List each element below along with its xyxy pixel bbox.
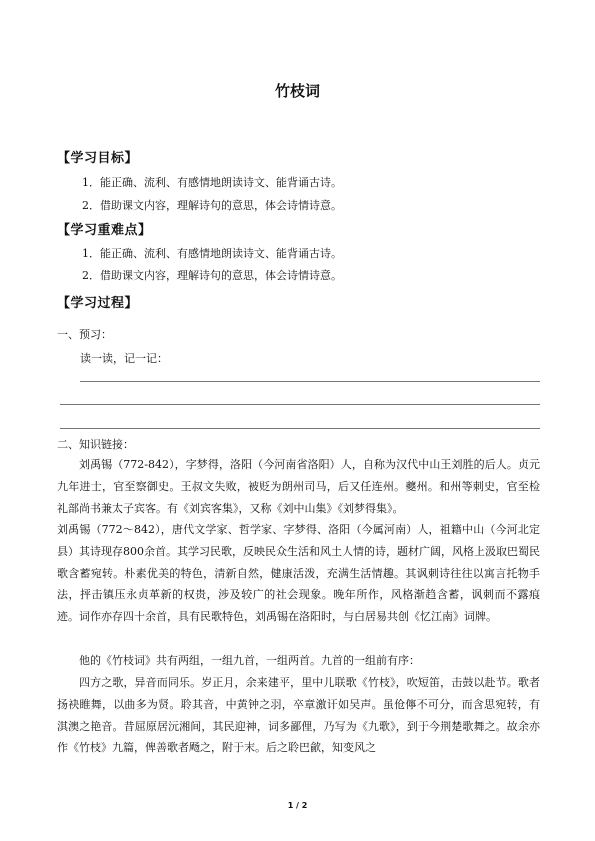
answer-line-1 (80, 381, 540, 382)
section-heading-goals: 【学习目标】 (57, 151, 139, 166)
preview-instruction: 读一读，记一记： (80, 352, 168, 365)
section-heading-process: 【学习过程】 (57, 296, 139, 311)
preview-heading: 一、预习： (57, 328, 112, 341)
key-point-item-2: 2．借助课文内容，理解诗句的意思，体会诗情诗意。 (82, 269, 342, 282)
goal-item-1: 1．能正确、流利、有感情地朗读诗文、能背诵古诗。 (82, 176, 342, 189)
paragraph-author-works: 刘禹锡（772～842），唐代文学家、哲学家、字梦得、洛阳（今属河南）人，祖籍中山（今河北定县）其诗现存800余首。其学习民歌，反映民众生活和风土人情的诗，题材广阔，风格上汲取巴蜀民歌含蓄宛转。朴素优美的特色，清新自然，健康活泼，充满生活情趣。其讽刺诗往往以寓言托物手法，抨击镇压永贞革新的权贵，涉及较广的社会现象。晚年所作，风格渐趋含蓄，讽刺而不露痕迹。词作亦存四十余首，具有民歌特色，刘禹锡在洛阳时，与白居易共创《忆江南》词牌。 (57, 523, 540, 624)
answer-line-3 (60, 428, 540, 429)
key-point-item-1: 1．能正确、流利、有感情地朗读诗文、能背诵古诗。 (82, 247, 342, 260)
answer-line-2 (60, 404, 540, 405)
paragraph-author-bio: 刘禹锡（772-842），字梦得，洛阳（今河南省洛阳）人，自称为汉代中山王刘胜的后人。贞元九年进士，官至察御史。王叔文失败，被贬为朗州司马，后又任连州。夔州。和州等刺史，官至检礼部尚书兼太子宾客。有《刘宾客集》，又称《刘中山集》《刘梦得集》。 (57, 458, 540, 515)
paragraph-preface: 四方之歌，异音而同乐。岁正月，余来建平，里中儿联歌《竹枝》，吹短笛，击鼓以赴节。歌者扬袂睢舞，以曲多为贤。聆其音，中黄钟之羽，卒章激讦如吴声。虽伧儜不可分，而含思宛转，有淇澳之艳音。昔屈原居沅湘间，其民迎神，词多鄙俚，乃写为《九歌》，到于今荆楚歌舞之。故余亦作《竹枝》九篇，俾善歌者飏之，附于末。后之聆巴歈，知变风之 (57, 676, 540, 755)
knowledge-heading: 二、知识链接： (57, 438, 134, 451)
goal-item-2: 2．借助课文内容，理解诗句的意思，体会诗情诗意。 (82, 199, 342, 212)
page-number: 1 / 2 (287, 801, 308, 810)
paragraph-zhuzhici-intro: 他的《竹枝词》共有两组，一组九首，一组两首。九首的一组前有序： (79, 654, 420, 667)
document-title: 竹枝词 (274, 82, 320, 100)
section-heading-key-points: 【学习重难点】 (57, 223, 152, 238)
